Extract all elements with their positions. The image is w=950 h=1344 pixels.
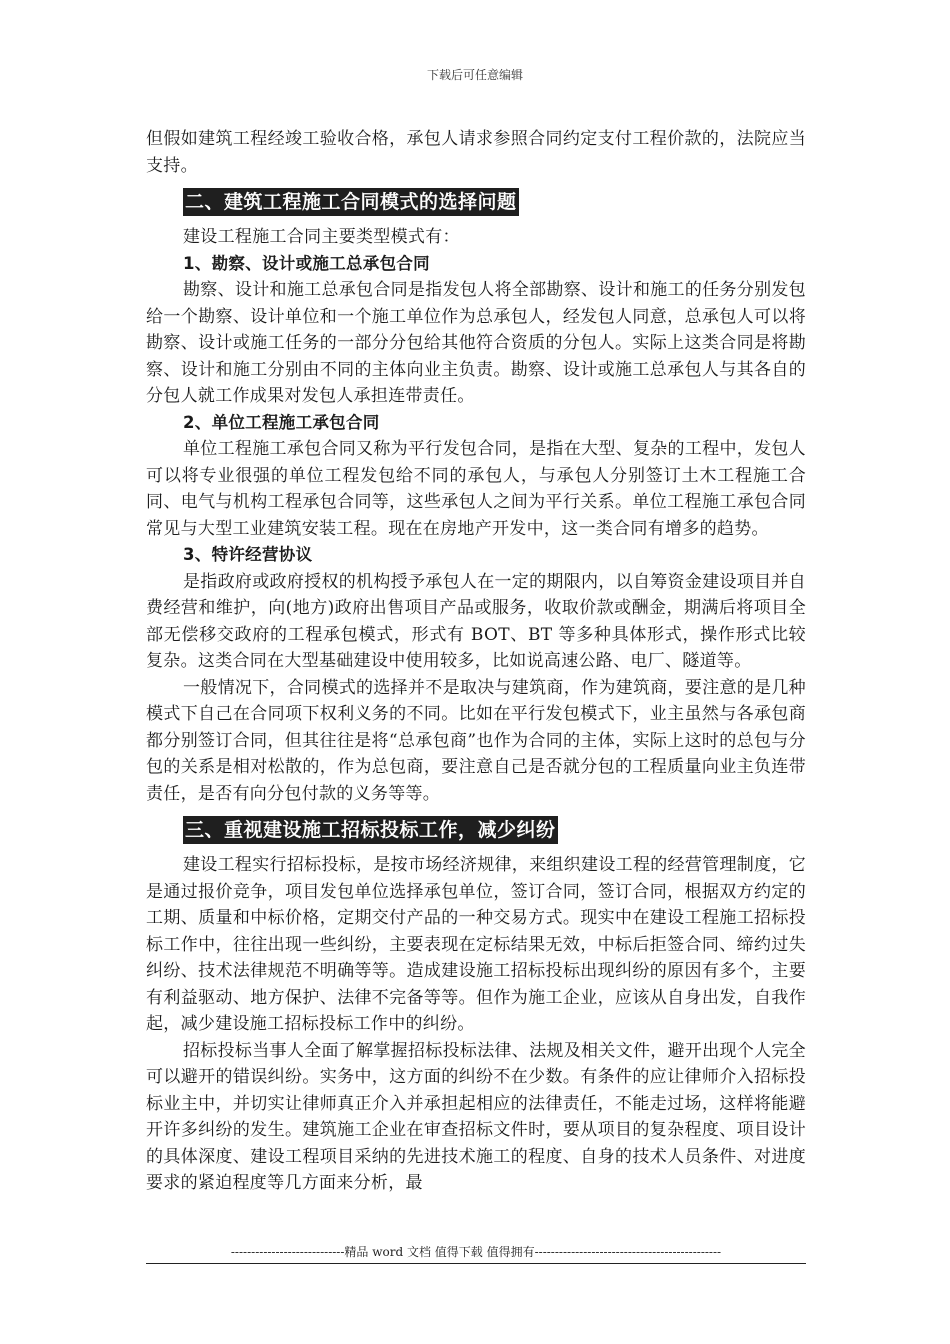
paragraph: 建设工程施工合同主要类型模式有： bbox=[183, 227, 460, 247]
section-heading bbox=[183, 816, 806, 844]
subheading: 1、勘察、设计或施工总承包合同 bbox=[183, 253, 430, 273]
paragraph: 一般情况下，合同模式的选择并不是取决与建筑商，作为建筑商，要注意的是几种模式下自己在合同项下权利义务的不同。比如在平行发包模式下，业主虽然与各承包商都分别签订合同，但其往往是将“总承包商”也作为合同的主体，实际上这时的总包与分包的关系是相对松散的，作为总包商，要注意自己是否就分包的工程质量向业主负连带责任，是否有向分包付款的义务等等。 bbox=[146, 677, 806, 804]
section-heading-text: 二、建筑工程施工合同模式的选择问题 bbox=[183, 188, 519, 216]
paragraph: 招标投标当事人全面了解掌握招标投标法律、法规及相关文件，避开出现个人完全可以避开的错误纠纷。实务中，这方面的纠纷不在少数。有条件的应让律师介入招标投标业主中，并切实让律师真正介入并承担起相应的法律责任，不能走过场，这样将能避开许多纠纷的发生。建筑施工企业在审查招标文件时，要从项目的复杂程度、项目设计的具体深度、建设工程项目采纳的先进技术施工的程度、自身的技术人员条件、对进度要求的紧迫程度等几方面来分析，最 bbox=[146, 1040, 806, 1193]
footer-rule bbox=[146, 1263, 806, 1264]
section-heading bbox=[183, 188, 806, 216]
paragraph: 是指政府或政府授权的机构授予承包人在一定的期限内，以自筹资金建设项目并自费经营和维护，向(地方)政府出售项目产品或服务，收取价款或酬金，期满后将项目全部无偿移交政府的工程承包模式，形式有 BOT、BT 等多种具体形式，操作形式比较复杂。这类合同在大型基础建设中使用较多，比如说高速公路、电厂、隧道等。 bbox=[146, 571, 806, 671]
page-header: 下载后可任意编辑 bbox=[426, 68, 523, 82]
paragraph: 单位工程施工承包合同又称为平行发包合同，是指在大型、复杂的工程中，发包人可以将专业很强的单位工程发包给不同的承包人，与承包人分别签订土木工程施工合同、电气与机构工程承包合同等，这些承包人之间为平行关系。单位工程施工承包合同常见与大型工业建筑安装工程。现在在房地产开发中，这一类合同有增多的趋势。 bbox=[146, 439, 806, 539]
section-heading-text: 三、重视建设施工招标投标工作，减少纠纷 bbox=[183, 816, 558, 844]
document-body bbox=[146, 126, 806, 1197]
subheading: 3、特许经营协议 bbox=[183, 545, 313, 564]
paragraph: 建设工程实行招标投标，是按市场经济规律，来组织建设工程的经营管理制度，它是通过报价竞争，项目发包单位选择承包单位，签订合同，签订合同，根据双方约定的工期、质量和中标价格，定期交付产品的一种交易方式。现实中在建设工程施工招标投标工作中，往往出现一些纠纷，主要表现在定标结果无效，中标后拒签合同、缔约过失纠纷、技术法律规范不明确等等。造成建设施工招标投标出现纠纷的原因有多个，主要有利益驱动、地方保护、法律不完备等等。但作为施工企业，应该从自身出发，自我作起，减少建设施工招标投标工作中的纠纷。 bbox=[146, 855, 806, 1034]
paragraph: 但假如建筑工程经竣工验收合格，承包人请求参照合同约定支付工程价款的，法院应当支持。 bbox=[146, 129, 806, 176]
page-footer: ----------------------------精品 word 文档 值得下载 值得拥有---------------------------------------------- bbox=[230, 1245, 722, 1259]
paragraph: 勘察、设计和施工总承包合同是指发包人将全部勘察、设计和施工的任务分别发包给一个勘察、设计单位和一个施工单位作为总承包人，经发包人同意，总承包人可以将勘察、设计或施工任务的一部分分包给其他符合资质的分包人。实际上这类合同是将勘察、设计和施工分别由不同的主体向业主负责。勘察、设计或施工总承包人与其各自的分包人就工作成果对发包人承担连带责任。 bbox=[146, 280, 806, 406]
subheading: 2、单位工程施工承包合同 bbox=[183, 412, 380, 432]
